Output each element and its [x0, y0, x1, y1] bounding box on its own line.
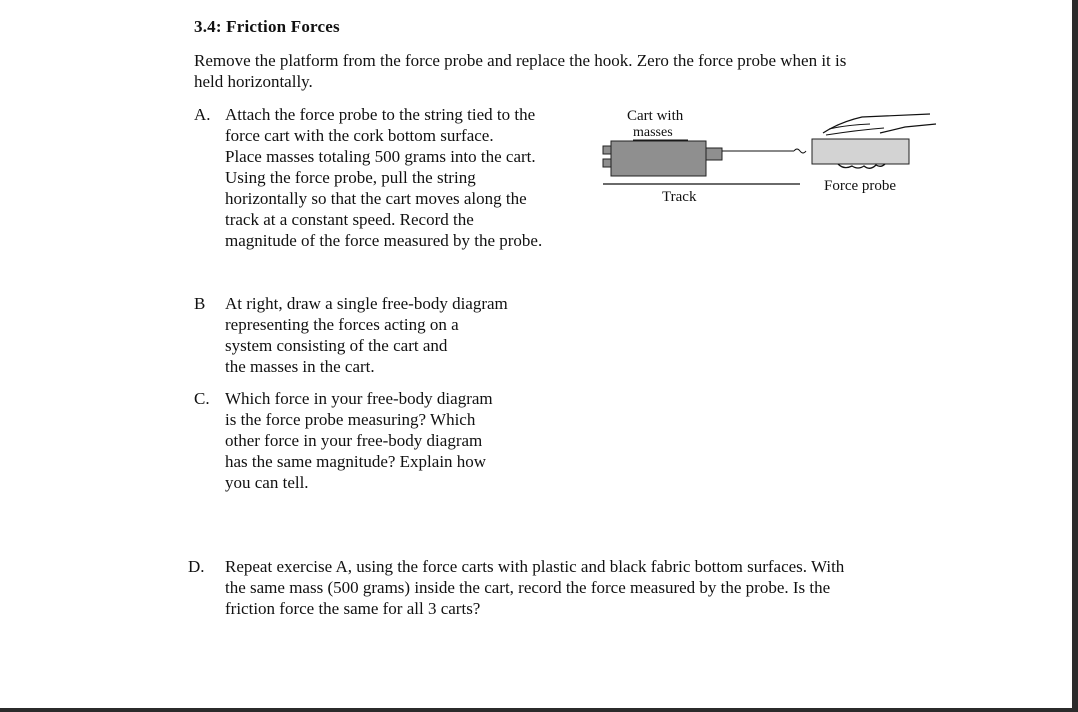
- item-b-line: system consisting of the cart and: [225, 336, 448, 355]
- item-a-line: Place masses totaling 500 grams into the cart.: [225, 147, 536, 166]
- section-title: 3.4: Friction Forces: [194, 17, 340, 36]
- hand-thumb: [880, 124, 936, 133]
- hand-fingers-below: [838, 164, 885, 168]
- cart-body: [611, 141, 706, 176]
- item-b-line: At right, draw a single free-body diagram: [225, 294, 508, 313]
- intro-line: Remove the platform from the force probe and replace the hook. Zero the force probe when it is: [194, 51, 847, 70]
- track-label: Track: [662, 189, 697, 205]
- item-c-line: is the force probe measuring? Which: [225, 410, 476, 429]
- cart-hook: [706, 148, 722, 160]
- string-knot: [794, 149, 806, 153]
- item-c-line: Which force in your free-body diagram: [225, 389, 493, 408]
- hand-outline: [823, 114, 930, 133]
- hand-finger: [826, 128, 884, 135]
- item-c-line: other force in your free-body diagram: [225, 431, 483, 450]
- force-probe-label: Force probe: [824, 178, 897, 194]
- cart-left-bumper: [603, 159, 611, 167]
- item-d-line: the same mass (500 grams) inside the cart, record the force measured by the probe. Is the: [225, 578, 831, 597]
- item-d-line: friction force the same for all 3 carts?: [225, 599, 481, 618]
- item-a-line: force cart with the cork bottom surface.: [225, 126, 494, 145]
- cart-label-line-1: Cart with: [627, 108, 684, 124]
- item-c-line: you can tell.: [225, 473, 309, 492]
- item-b-line: representing the forces acting on a: [225, 315, 459, 334]
- item-c-line: has the same magnitude? Explain how: [225, 452, 487, 471]
- item-a-line: Attach the force probe to the string tied to the: [225, 105, 536, 124]
- item-a-line: magnitude of the force measured by the probe.: [225, 231, 543, 250]
- viewer-edge: [1072, 0, 1078, 712]
- item-a-letter: A.: [194, 105, 211, 124]
- item-a-line: Using the force probe, pull the string: [225, 168, 476, 187]
- intro-line: held horizontally.: [194, 72, 313, 91]
- cart-label-line-2: masses: [633, 125, 673, 140]
- item-b-line: the masses in the cart.: [225, 357, 375, 376]
- item-d-letter: D.: [188, 557, 205, 576]
- item-c-letter: C.: [194, 389, 210, 408]
- force-probe-body: [812, 139, 909, 164]
- viewer-edge: [0, 708, 1078, 712]
- item-d-line: Repeat exercise A, using the force carts with plastic and black fabric bottom surfaces. With: [225, 557, 845, 576]
- cart-left-bumper: [603, 146, 611, 154]
- item-a-line: horizontally so that the cart moves along the: [225, 189, 527, 208]
- item-a-line: track at a constant speed. Record the: [225, 210, 474, 229]
- item-b-letter: B: [194, 294, 206, 313]
